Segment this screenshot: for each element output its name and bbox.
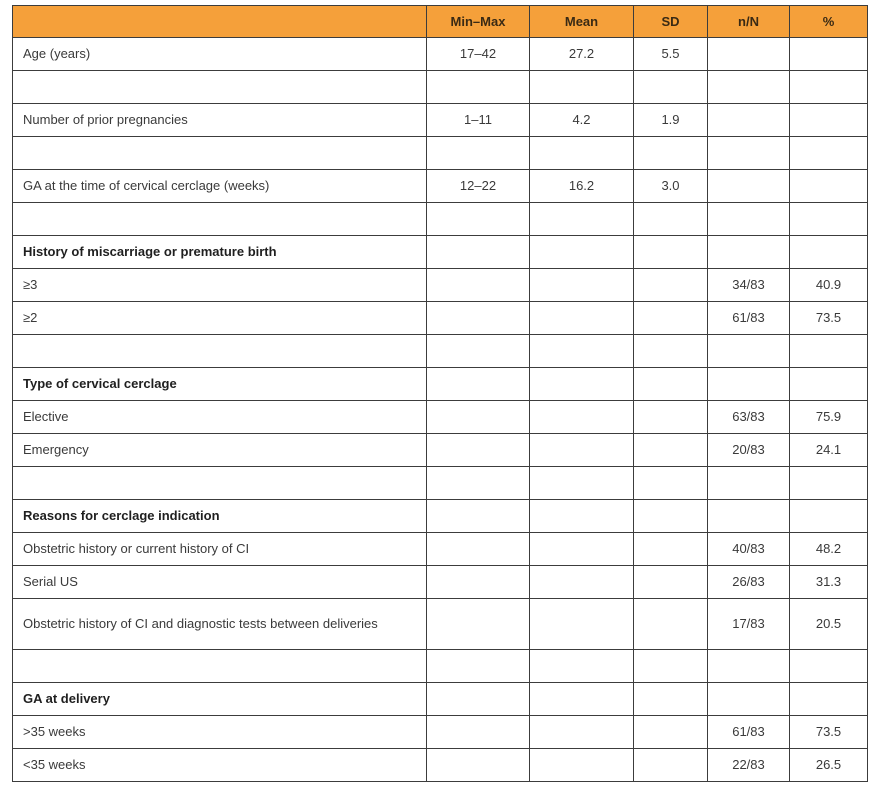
cell-mean (530, 137, 634, 170)
cell-mean (530, 401, 634, 434)
header-mean: Mean (530, 6, 634, 38)
cell-percent: 26.5 (790, 749, 868, 782)
cell-label (13, 650, 427, 683)
cell-label: Number of prior pregnancies (13, 104, 427, 137)
cell-minmax (427, 368, 530, 401)
section-title: History of miscarriage or premature birth (13, 236, 427, 269)
cell-sd (634, 650, 708, 683)
table-row (13, 434, 868, 467)
cell-percent (790, 467, 868, 500)
cell-n-over-n (708, 683, 790, 716)
cell-n-over-n: 61/83 (708, 716, 790, 749)
cell-label (13, 203, 427, 236)
cell-n-over-n (708, 38, 790, 71)
blank-spacer-row (13, 71, 868, 104)
cell-mean (530, 716, 634, 749)
cell-n-over-n (708, 500, 790, 533)
cell-sd (634, 467, 708, 500)
table-row (13, 269, 868, 302)
data-table (12, 5, 868, 782)
section-title: Reasons for cerclage indication (13, 500, 427, 533)
cell-label: Elective (13, 401, 427, 434)
cell-n-over-n: 61/83 (708, 302, 790, 335)
blank-spacer-row (13, 335, 868, 368)
header-n-over-n: n/N (708, 6, 790, 38)
cell-label: Obstetric history or current history of CI (13, 533, 427, 566)
cell-sd (634, 749, 708, 782)
cell-n-over-n: 40/83 (708, 533, 790, 566)
cell-minmax (427, 749, 530, 782)
cell-mean (530, 650, 634, 683)
cell-n-over-n: 17/83 (708, 599, 790, 650)
cell-minmax (427, 500, 530, 533)
cell-n-over-n (708, 71, 790, 104)
header-row (13, 6, 868, 38)
cell-mean (530, 500, 634, 533)
cell-percent (790, 368, 868, 401)
cell-minmax (427, 302, 530, 335)
table-row (13, 302, 868, 335)
cell-mean (530, 203, 634, 236)
cell-minmax (427, 467, 530, 500)
cell-mean (530, 599, 634, 650)
section-header-row (13, 500, 868, 533)
cell-label: >35 weeks (13, 716, 427, 749)
cell-label: ≥3 (13, 269, 427, 302)
cell-sd (634, 434, 708, 467)
cell-percent: 31.3 (790, 566, 868, 599)
cell-mean (530, 335, 634, 368)
cell-sd: 5.5 (634, 38, 708, 71)
cell-n-over-n (708, 170, 790, 203)
cell-n-over-n: 20/83 (708, 434, 790, 467)
cell-mean (530, 269, 634, 302)
section-header-row (13, 368, 868, 401)
cell-percent (790, 500, 868, 533)
cell-label: GA at the time of cervical cerclage (weeks) (13, 170, 427, 203)
cell-percent (790, 170, 868, 203)
cell-sd (634, 599, 708, 650)
cell-n-over-n (708, 104, 790, 137)
cell-label: Emergency (13, 434, 427, 467)
table-row (13, 566, 868, 599)
cell-mean (530, 302, 634, 335)
cell-n-over-n: 22/83 (708, 749, 790, 782)
cell-n-over-n (708, 650, 790, 683)
cell-mean (530, 749, 634, 782)
cell-minmax (427, 716, 530, 749)
cell-n-over-n: 26/83 (708, 566, 790, 599)
header-percent: % (790, 6, 868, 38)
table-header (13, 6, 868, 38)
table-row (13, 38, 868, 71)
cell-minmax (427, 401, 530, 434)
cell-n-over-n (708, 236, 790, 269)
cell-label: ≥2 (13, 302, 427, 335)
table-row (13, 533, 868, 566)
cell-percent (790, 650, 868, 683)
cell-percent (790, 71, 868, 104)
cell-label: <35 weeks (13, 749, 427, 782)
cell-mean (530, 236, 634, 269)
header-label (13, 6, 427, 38)
cell-label: Obstetric history of CI and diagnostic tests between deliveries (13, 599, 427, 650)
table-row (13, 599, 868, 650)
table-row (13, 170, 868, 203)
cell-percent: 75.9 (790, 401, 868, 434)
cell-sd (634, 335, 708, 368)
cell-sd (634, 716, 708, 749)
cell-minmax (427, 203, 530, 236)
cell-sd (634, 368, 708, 401)
cell-mean: 16.2 (530, 170, 634, 203)
cell-label: Serial US (13, 566, 427, 599)
cell-percent: 20.5 (790, 599, 868, 650)
cell-minmax (427, 566, 530, 599)
cell-sd (634, 683, 708, 716)
cell-minmax (427, 236, 530, 269)
cell-mean (530, 683, 634, 716)
cell-minmax (427, 269, 530, 302)
cell-percent (790, 137, 868, 170)
header-sd: SD (634, 6, 708, 38)
cell-sd (634, 203, 708, 236)
cell-minmax (427, 137, 530, 170)
cell-n-over-n (708, 137, 790, 170)
cell-percent (790, 38, 868, 71)
cell-label (13, 335, 427, 368)
cell-percent (790, 335, 868, 368)
cell-percent (790, 683, 868, 716)
cell-percent: 48.2 (790, 533, 868, 566)
cell-n-over-n (708, 335, 790, 368)
cell-percent (790, 236, 868, 269)
cell-minmax (427, 533, 530, 566)
cell-n-over-n (708, 203, 790, 236)
cell-percent (790, 104, 868, 137)
cell-sd (634, 533, 708, 566)
cell-minmax: 1–11 (427, 104, 530, 137)
cell-label (13, 137, 427, 170)
blank-spacer-row (13, 137, 868, 170)
cell-minmax (427, 599, 530, 650)
cell-percent (790, 203, 868, 236)
blank-spacer-row (13, 650, 868, 683)
cell-mean (530, 71, 634, 104)
cell-sd (634, 401, 708, 434)
cell-minmax (427, 335, 530, 368)
section-header-row (13, 236, 868, 269)
cell-minmax: 12–22 (427, 170, 530, 203)
table-row (13, 104, 868, 137)
cell-n-over-n (708, 467, 790, 500)
cell-mean: 27.2 (530, 38, 634, 71)
blank-spacer-row (13, 467, 868, 500)
table-row (13, 716, 868, 749)
cell-minmax: 17–42 (427, 38, 530, 71)
table-container (12, 5, 867, 782)
cell-sd: 1.9 (634, 104, 708, 137)
cell-percent: 73.5 (790, 716, 868, 749)
cell-label (13, 71, 427, 104)
section-title: Type of cervical cerclage (13, 368, 427, 401)
cell-mean: 4.2 (530, 104, 634, 137)
cell-percent: 73.5 (790, 302, 868, 335)
cell-label (13, 467, 427, 500)
cell-n-over-n: 63/83 (708, 401, 790, 434)
cell-mean (530, 467, 634, 500)
section-header-row (13, 683, 868, 716)
cell-sd (634, 269, 708, 302)
table-row (13, 401, 868, 434)
cell-mean (530, 368, 634, 401)
cell-sd (634, 236, 708, 269)
table-row (13, 749, 868, 782)
cell-sd (634, 500, 708, 533)
cell-label: Age (years) (13, 38, 427, 71)
section-title: GA at delivery (13, 683, 427, 716)
cell-n-over-n: 34/83 (708, 269, 790, 302)
blank-spacer-row (13, 203, 868, 236)
cell-n-over-n (708, 368, 790, 401)
cell-percent: 24.1 (790, 434, 868, 467)
cell-sd: 3.0 (634, 170, 708, 203)
cell-mean (530, 566, 634, 599)
cell-sd (634, 566, 708, 599)
cell-percent: 40.9 (790, 269, 868, 302)
cell-sd (634, 71, 708, 104)
cell-mean (530, 434, 634, 467)
cell-minmax (427, 434, 530, 467)
cell-sd (634, 137, 708, 170)
header-minmax: Min–Max (427, 6, 530, 38)
cell-minmax (427, 683, 530, 716)
cell-minmax (427, 71, 530, 104)
cell-mean (530, 533, 634, 566)
table-body (13, 38, 868, 782)
cell-sd (634, 302, 708, 335)
cell-minmax (427, 650, 530, 683)
